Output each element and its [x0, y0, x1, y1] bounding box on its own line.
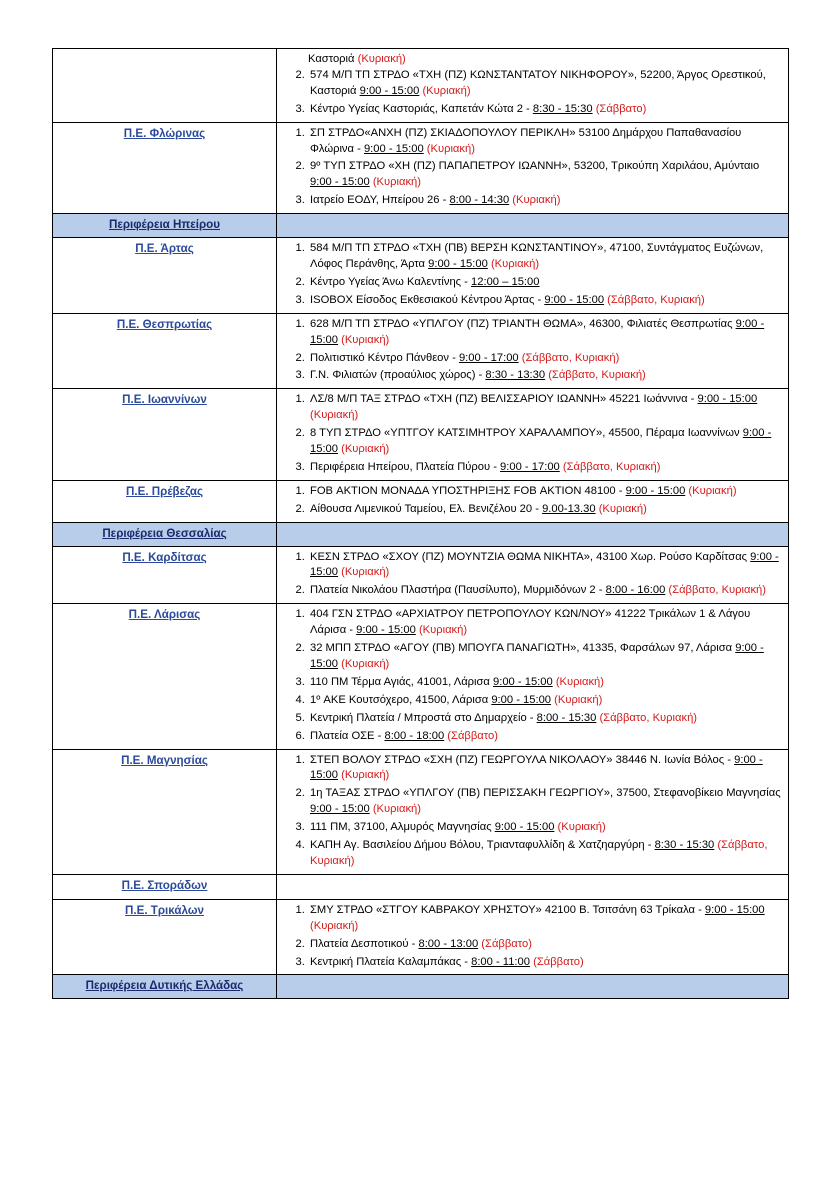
time-range: 9:00 - 15:00 — [310, 550, 779, 579]
list-item — [308, 193, 783, 209]
time-range: 9:00 - 15:00 — [310, 427, 772, 456]
list-item — [308, 729, 783, 745]
table-row — [53, 122, 789, 214]
prefecture-cell — [53, 874, 277, 899]
location-text: Κεντρική Πλατεία / Μπροστά στο Δημαρχείο - — [310, 711, 537, 724]
prefecture-cell — [53, 49, 277, 123]
location-text: Πολιτιστικό Κέντρο Πάνθεον - — [310, 351, 459, 364]
table-row — [53, 874, 789, 899]
locations-cell — [277, 238, 789, 314]
day-note: (Κυριακή) — [418, 624, 468, 637]
day-note: (Σάββατο) — [533, 955, 584, 968]
location-text: Πλατεία Νικολάου Πλαστήρα (Παυσίλυπο), Μυρμιδόνων 2 - — [310, 584, 606, 597]
location-text: Κεντρική Πλατεία Καλαμπάκας - — [310, 955, 472, 968]
prefecture-cell — [53, 899, 277, 975]
time-range: 9:00 - 15:00 — [359, 84, 420, 97]
time-range: 9:00 - 15:00 — [363, 142, 424, 155]
day-note: (Κυριακή) — [422, 84, 471, 97]
location-text: ΣΜΥ ΣΤΡΔΟ «ΣΤΓΟΥ ΚΑΒΡΑΚΟΥ ΧΡΗΣΤΟΥ» 42100 Β. Τσιτσάνη 63 Τρίκαλα - — [310, 903, 705, 916]
location-text: 628 Μ/Π ΤΠ ΣΤΡΔΟ «ΥΠΛΓΟΥ (ΠΖ) ΤΡΙΑΝΤΗ ΘΩΜΑ», 46300, Φιλιατές Θεσπρωτίας — [310, 317, 736, 330]
list-item — [308, 68, 783, 100]
time-range: 8:00 - 15:30 — [536, 711, 597, 724]
time-range: 8:00 - 13:00 — [418, 937, 479, 950]
day-note: (Κυριακή) — [341, 769, 390, 782]
day-note: (Κυριακή) — [598, 502, 647, 515]
location-text: 574 Μ/Π ΤΠ ΣΤΡΔΟ «ΤΧΗ (ΠΖ) ΚΩΝΣΤΑΝΤΑΤΟΥ ΝΙΚΗΦΟΡΟΥ», 52200, Άργος Ορεστικού, Καστοριά — [310, 68, 766, 97]
location-text: 404 ΓΣΝ ΣΤΡΔΟ «ΑΡΧΙΑΤΡΟΥ ΠΕΤΡΟΠΟΥΛΟΥ ΚΩΝ/ΝΟΥ» 41222 Τρικάλων 1 & Λάγου Λάρισα - — [310, 608, 751, 637]
day-note: (Σάββατο, Κυριακή) — [521, 351, 620, 364]
prefecture-cell — [53, 604, 277, 749]
region-header-row — [53, 975, 789, 999]
time-range: 9:00 - 15:00 — [310, 176, 370, 189]
list-item — [308, 293, 783, 309]
location-text: 110 ΠΜ Τέρμα Αγιάς, 41001, Λάρισα — [310, 675, 493, 688]
location-list — [282, 68, 783, 118]
day-note: (Κυριακή) — [341, 658, 390, 670]
time-range: 9:00 - 15:00 — [310, 317, 765, 346]
location-text: Καστοριά — [308, 53, 358, 65]
location-text: 32 ΜΠΠ ΣΤΡΔΟ «ΑΓΟΥ (ΠΒ) ΜΠΟΥΓΑ ΠΑΝΑΓΙΩΤΗ», 41335, Φαρσάλων 97, Λάρισα — [310, 642, 736, 655]
list-item — [308, 159, 783, 191]
location-list — [282, 317, 783, 385]
locations-cell — [277, 899, 789, 975]
list-item — [308, 368, 783, 384]
locations-cell — [277, 389, 789, 481]
table-row — [53, 546, 789, 604]
time-range: 9:00 - 15:00 — [356, 624, 416, 637]
location-list — [282, 126, 783, 210]
prefecture-cell — [53, 480, 277, 522]
locations-cell — [277, 604, 789, 749]
location-text: Πλατεία ΟΣΕ - — [310, 729, 385, 742]
location-text: Κέντρο Υγείας Καστοριάς, Καπετάν Κώτα 2 - — [310, 102, 533, 115]
continuation-line — [282, 52, 783, 68]
location-text: Κέντρο Υγείας Άνω Καλεντίνης - — [310, 275, 472, 288]
region-title-cell — [53, 522, 277, 546]
location-text: ΚΕΣΝ ΣΤΡΔΟ «ΣΧΟΥ (ΠΖ) ΜΟΥΝΤΖΙΑ ΘΩΜΑ ΝΙΚΗΤΑ», 43100 Χωρ. Ρούσο Καρδίτσας — [310, 550, 751, 563]
day-note: (Κυριακή) — [372, 803, 421, 816]
list-item — [308, 838, 783, 870]
time-range: 8:00 - 16:00 — [605, 584, 666, 597]
location-text: 1º ΑΚΕ Κουτσόχερο, 41500, Λάρισα — [310, 693, 492, 706]
day-note: (Σάββατο, Κυριακή) — [599, 711, 698, 724]
prefecture-name: Π.Ε. Ιωαννίνων — [122, 393, 207, 407]
list-item — [308, 693, 783, 709]
list-item — [308, 484, 783, 500]
table-row — [53, 899, 789, 975]
time-range: 8:00 - 14:30 — [449, 194, 510, 207]
time-range: 9:00 - 15:00 — [544, 293, 605, 306]
location-text: Αίθουσα Λιμενικού Ταμείου, Ελ. Βενιζέλου 20 - — [310, 502, 543, 515]
day-note: (Σάββατο) — [481, 937, 532, 950]
prefecture-cell — [53, 389, 277, 481]
time-range: 8:30 - 15:30 — [654, 839, 715, 852]
location-text: Περιφέρεια Ηπείρου, Πλατεία Πύρου - — [310, 460, 501, 473]
location-text: 9º ΤΥΠ ΣΤΡΔΟ «ΧΗ (ΠΖ) ΠΑΠΑΠΕΤΡΟΥ ΙΩΑΝΝΗ», 53200, Τρικούπη Χαριλάου, Αμύνταιο — [310, 160, 760, 173]
day-note: (Σάββατο, Κυριακή) — [310, 839, 768, 867]
list-item — [308, 641, 783, 673]
day-note: (Κυριακή) — [426, 142, 475, 155]
prefecture-name: Π.Ε. Θεσπρωτίας — [116, 317, 213, 331]
day-note: (Σάββατο) — [447, 729, 498, 742]
locations-cell — [277, 546, 789, 604]
region-blank-cell — [277, 975, 789, 999]
day-note: (Κυριακή) — [554, 693, 603, 706]
time-range: 8:00 - 18:00 — [384, 729, 445, 742]
day-note: (Κυριακή) — [555, 675, 604, 688]
list-item — [308, 607, 783, 639]
list-item — [308, 753, 783, 785]
table-row — [53, 313, 789, 389]
day-note: (Κυριακή) — [357, 53, 406, 65]
prefecture-name: Π.Ε. Σποράδων — [121, 878, 208, 892]
locations-cell — [277, 49, 789, 123]
time-range: 9:00 - 15:00 — [310, 642, 764, 670]
location-list — [282, 607, 783, 744]
prefecture-cell — [53, 749, 277, 874]
table-row — [53, 49, 789, 123]
region-title: Περιφέρεια Δυτικής Ελλάδας — [85, 979, 244, 993]
list-item — [308, 460, 783, 476]
prefecture-name: Π.Ε. Πρέβεζας — [126, 484, 203, 498]
day-note: (Κυριακή) — [310, 919, 359, 932]
time-range: 9:00 - 15:00 — [428, 257, 488, 270]
location-text: ΚΑΠΗ Αγ. Βασιλείου Δήμου Βόλου, Τριανταφυλλίδη & Χατζηαργύρη - — [310, 839, 655, 852]
day-note: (Σάββατο) — [595, 102, 647, 115]
day-note: (Κυριακή) — [341, 333, 390, 346]
locations-cell — [277, 122, 789, 214]
time-range: 9:00 - 15:00 — [697, 393, 758, 406]
table-row — [53, 389, 789, 481]
locations-cell — [277, 874, 789, 899]
region-header-row — [53, 522, 789, 546]
table-body — [53, 49, 789, 999]
day-note: (Κυριακή) — [490, 257, 540, 270]
location-list — [282, 753, 783, 870]
region-title-cell — [53, 214, 277, 238]
region-blank-cell — [277, 214, 789, 238]
time-range: 9:00 - 15:00 — [625, 484, 686, 497]
day-note: (Σάββατο, Κυριακή) — [548, 369, 646, 382]
list-item — [308, 241, 783, 273]
prefecture-cell — [53, 238, 277, 314]
list-item — [308, 903, 783, 935]
list-item — [308, 317, 783, 349]
day-note: (Κυριακή) — [341, 443, 390, 456]
location-list — [282, 241, 783, 309]
list-item — [308, 955, 783, 971]
day-note: (Κυριακή) — [557, 821, 606, 834]
list-item — [308, 275, 783, 291]
location-text: ΣΠ ΣΤΡΔΟ«ΑΝΧΗ (ΠΖ) ΣΚΙΑΔΟΠΟΥΛΟΥ ΠΕΡΙΚΛΗ» 53100 Δημάρχου Παπαθανασίου Φλώρινα - — [310, 126, 742, 155]
prefecture-name: Π.Ε. Καρδίτσας — [122, 550, 207, 564]
time-range: 9:00 - 15:00 — [491, 693, 552, 706]
time-range: 9:00 - 15:00 — [494, 821, 555, 834]
table-row — [53, 480, 789, 522]
time-range: 8:30 - 15:30 — [532, 102, 593, 115]
prefecture-name: Π.Ε. Τρικάλων — [125, 903, 204, 917]
list-item — [308, 550, 783, 582]
location-list — [282, 903, 783, 971]
location-text: Πλατεία Δεσποτικού - — [310, 937, 419, 950]
time-range: 9:00 - 15:00 — [310, 803, 370, 816]
time-range: 12:00 – 15:00 — [471, 275, 540, 288]
day-note: (Κυριακή) — [372, 176, 421, 189]
location-list — [282, 550, 783, 600]
list-item — [308, 937, 783, 953]
location-text: 1η ΤΑΞΑΣ ΣΤΡΔΟ «ΥΠΛΓΟΥ (ΠΒ) ΠΕΡΙΣΣΑΚΗ ΓΕΩΡΓΙΟΥ», 37500, Στεφανοβίκειο Μαγνησίας — [310, 787, 781, 800]
day-note: (Σάββατο, Κυριακή) — [668, 584, 767, 597]
region-title: Περιφέρεια Θεσσαλίας — [102, 526, 227, 540]
prefecture-name: Π.Ε. Φλώρινας — [123, 126, 206, 140]
time-range: 9:00 - 17:00 — [458, 351, 519, 364]
time-range: 9:00 - 15:00 — [310, 753, 763, 782]
day-note: (Κυριακή) — [310, 409, 359, 422]
day-note: (Σάββατο, Κυριακή) — [562, 460, 661, 473]
time-range: 9:00 - 15:00 — [493, 675, 553, 688]
locations-cell — [277, 749, 789, 874]
day-note: (Σάββατο, Κυριακή) — [607, 293, 705, 306]
list-item — [308, 392, 783, 424]
location-list — [282, 484, 783, 518]
list-item — [308, 583, 783, 599]
time-range: 9:00 - 15:00 — [704, 903, 765, 916]
location-text: 111 ΠΜ, 37100, Αλμυρός Μαγνησίας — [310, 821, 495, 834]
day-note: (Κυριακή) — [688, 484, 737, 497]
locations-table — [52, 48, 789, 999]
location-text: 584 Μ/Π ΤΠ ΣΤΡΔΟ «ΤΧΗ (ΠΒ) ΒΕΡΣΗ ΚΩΝΣΤΑΝΤΙΝΟΥ», 47100, Συντάγματος Ευζώνων, Λόφος Περάνθης, Άρτα — [310, 242, 764, 270]
location-text: ISOBOX Είσοδος Εκθεσιακού Κέντρου Άρτας - — [310, 293, 545, 306]
prefecture-cell — [53, 546, 277, 604]
location-list — [282, 392, 783, 476]
time-range: 8:30 - 13:30 — [485, 369, 546, 382]
list-item — [308, 351, 783, 367]
list-item — [308, 820, 783, 836]
location-text: ΣΤΕΠ ΒΟΛΟΥ ΣΤΡΔΟ «ΣΧΗ (ΠΖ) ΓΕΩΡΓΟΥΛΑ ΝΙΚΟΛΑΟΥ» 38446 Ν. Ιωνία Βόλος - — [310, 753, 735, 766]
day-note: (Κυριακή) — [512, 194, 561, 207]
location-text: FOB ΑΚΤΙΟΝ ΜΟΝΑΔΑ ΥΠΟΣΤΗΡΙΞΗΣ FOB ΑΚΤΙΟΝ 48100 - — [310, 484, 626, 497]
list-item — [308, 786, 783, 818]
region-header-row — [53, 214, 789, 238]
list-item — [308, 502, 783, 518]
list-item — [308, 102, 783, 118]
location-text: 8 ΤΥΠ ΣΤΡΔΟ «ΥΠΤΓΟΥ ΚΑΤΣΙΜΗΤΡΟΥ ΧΑΡΑΛΑΜΠΟΥ», 45500, Πέραμα Ιωαννίνων — [310, 427, 743, 440]
locations-cell — [277, 480, 789, 522]
list-item — [308, 126, 783, 158]
list-item — [308, 426, 783, 458]
prefecture-cell — [53, 122, 277, 214]
prefecture-name: Π.Ε. Μαγνησίας — [121, 753, 208, 767]
prefecture-name: Π.Ε. Άρτας — [135, 242, 194, 256]
time-range: 9.00-13.30 — [542, 502, 596, 515]
location-text: ΛΣ/8 Μ/Π ΤΑΞ ΣΤΡΔΟ «ΤΧΗ (ΠΖ) ΒΕΛΙΣΣΑΡΙΟΥ ΙΩΑΝΝΗ» 45221 Ιωάννινα - — [310, 393, 698, 406]
locations-cell — [277, 313, 789, 389]
list-item — [308, 711, 783, 727]
day-note: (Κυριακή) — [341, 566, 390, 579]
table-row — [53, 749, 789, 874]
region-title: Περιφέρεια Ηπείρου — [108, 218, 220, 232]
location-text: Γ.Ν. Φιλιατών (προαύλιος χώρος) - — [310, 369, 486, 382]
list-item — [308, 675, 783, 691]
prefecture-name: Π.Ε. Λάρισας — [128, 608, 201, 622]
region-title-cell — [53, 975, 277, 999]
location-text: Ιατρείο ΕΟΔΥ, Ηπείρου 26 - — [310, 194, 450, 207]
prefecture-cell — [53, 313, 277, 389]
time-range: 8:00 - 11:00 — [471, 955, 530, 968]
region-blank-cell — [277, 522, 789, 546]
time-range: 9:00 - 17:00 — [500, 460, 560, 473]
table-row — [53, 238, 789, 314]
table-row — [53, 604, 789, 749]
